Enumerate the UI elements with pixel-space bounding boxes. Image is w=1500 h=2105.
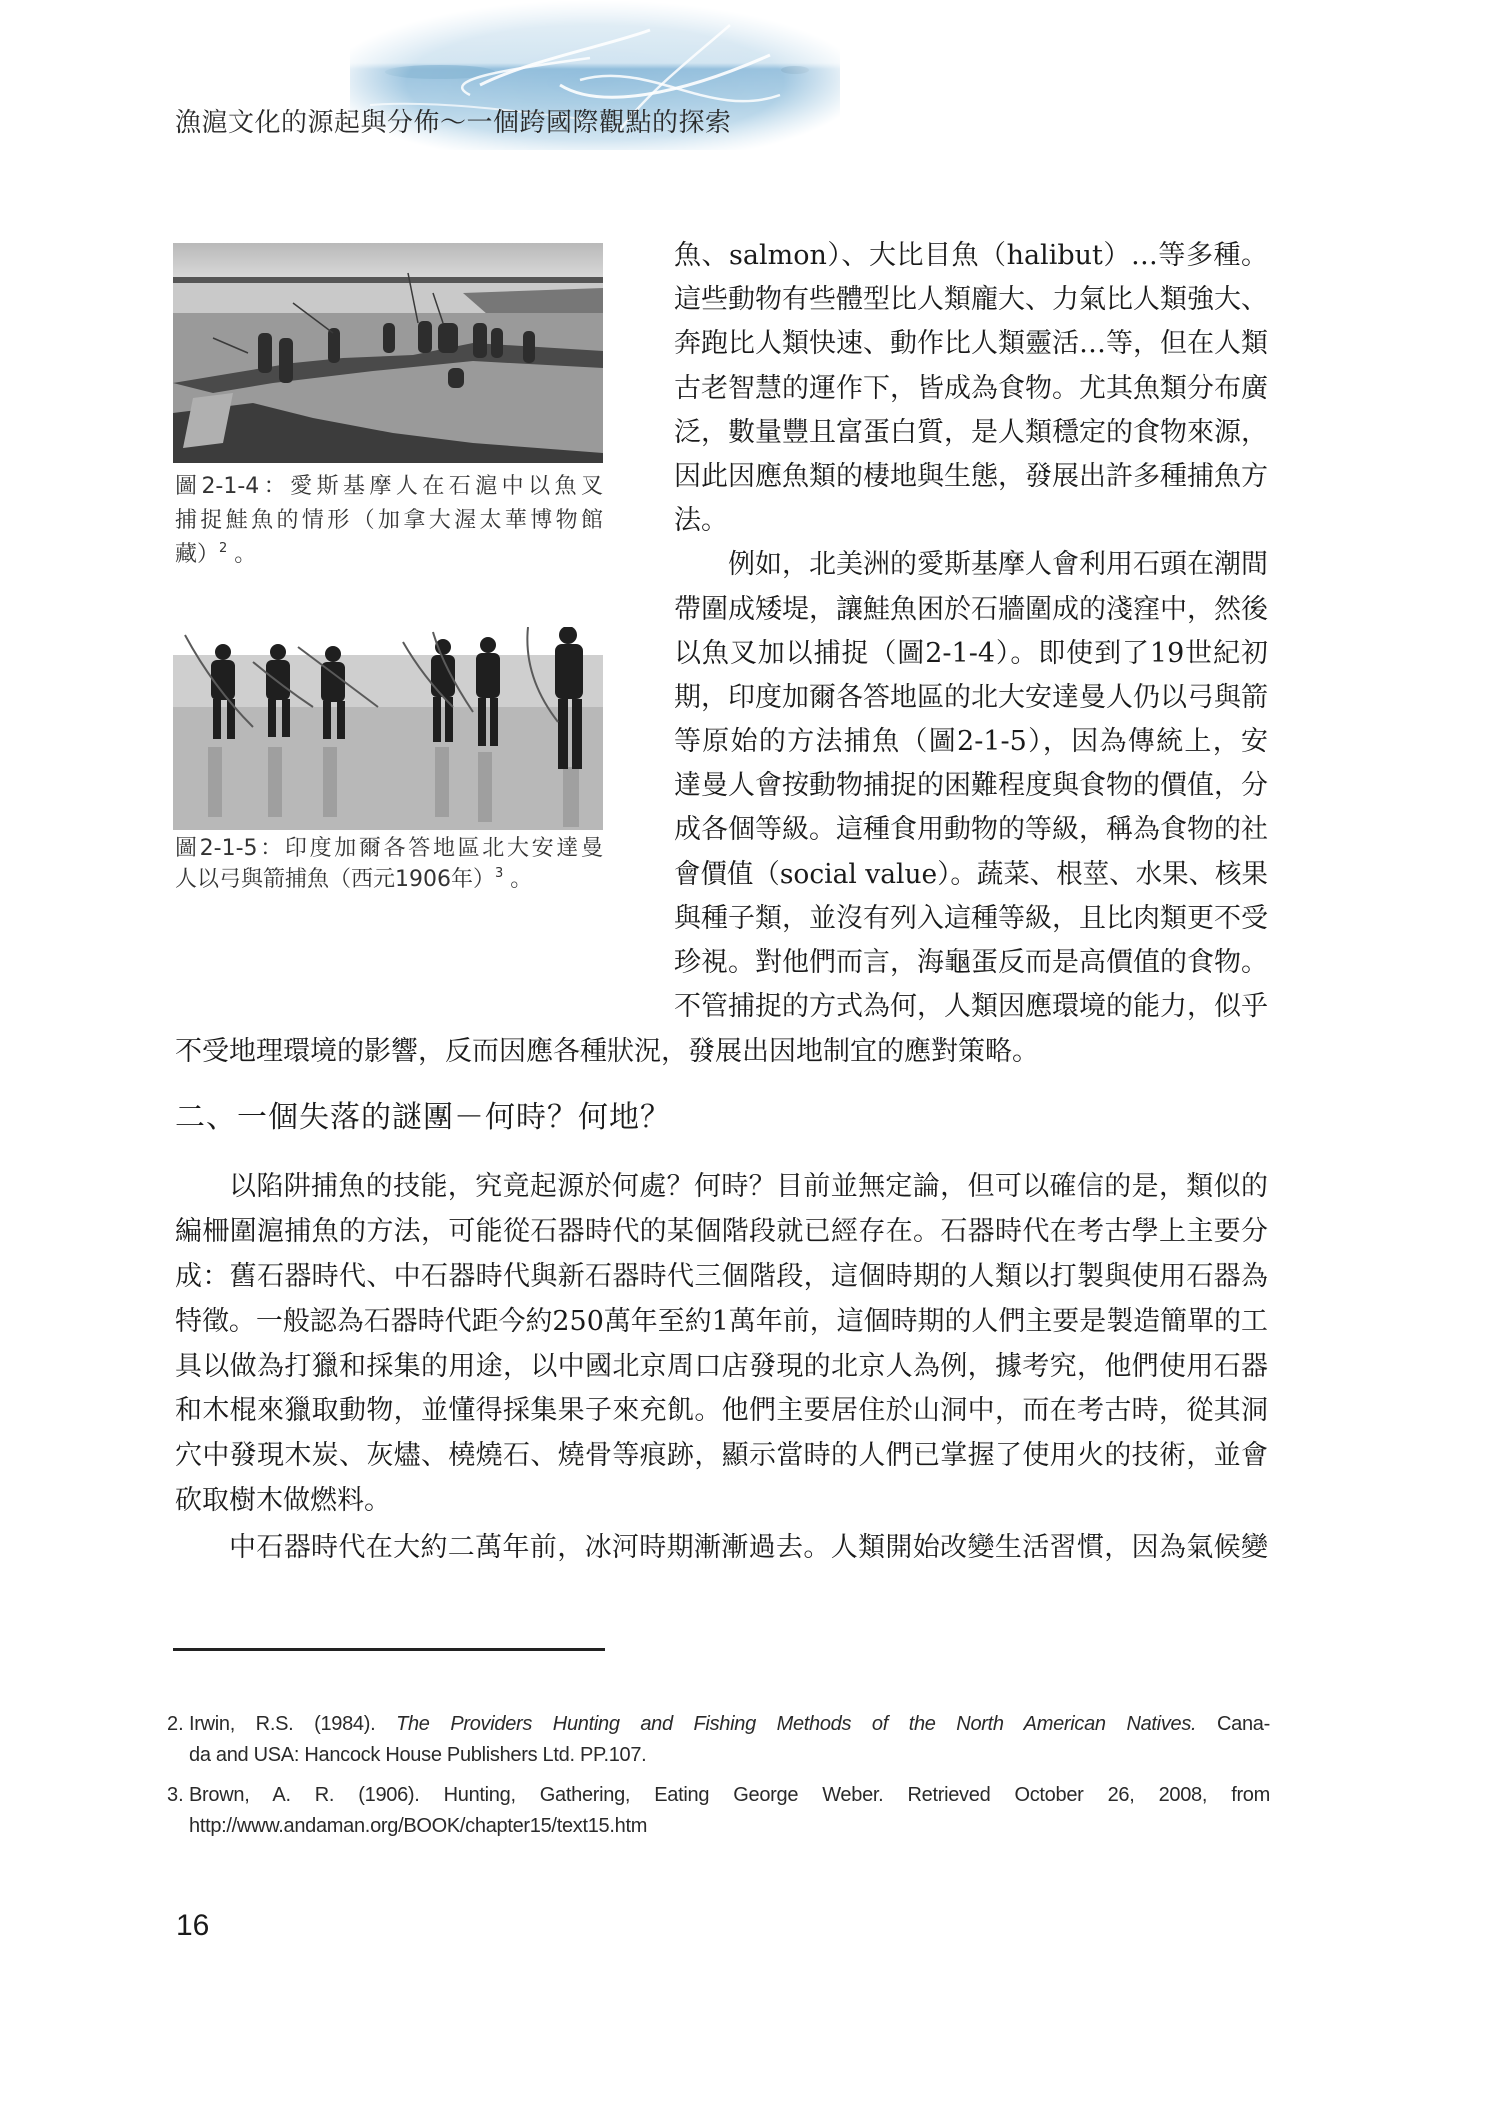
text-line: 因此因應魚類的棲地與生態，發展出許多種捕魚方 <box>674 460 1268 492</box>
text-line: 穴中發現木炭、灰燼、橈燒石、燒骨等痕跡，顯示當時的人們已掌握了使用火的技術，並會 <box>175 1440 1268 1472</box>
text-line: 以魚叉加以捕捉（圖2-1-4）。即使到了19世紀初 <box>674 637 1268 669</box>
text-line: 砍取樹木做燃料。 <box>175 1485 391 1517</box>
caption-line: 捕捉鮭魚的情形（加拿大渥太華博物館 <box>175 508 603 533</box>
text-line: 成：舊石器時代、中石器時代與新石器時代三個階段，這個時期的人類以打製與使用石器為 <box>175 1260 1268 1292</box>
footnote-line: Brown, A. R. (1906). Hunting, Gathering, Eating George Weber. Retrieved October 26, 2008, from <box>189 1784 1270 1806</box>
text-line: 特徵。一般認為石器時代距今約250萬年至約1萬年前，這個時期的人們主要是製造簡單的工 <box>175 1305 1268 1337</box>
section-heading: 二、一個失落的謎團－何時？何地？ <box>175 1100 671 1135</box>
eskimo-stone-weir-photo <box>173 243 603 463</box>
text-line: 編柵圍滬捕魚的方法，可能從石器時代的某個階段就已經存在。石器時代在考古學上主要分 <box>175 1215 1268 1247</box>
text-line: 等原始的方法捕魚（圖2-1-5），因為傳統上，安 <box>674 726 1268 758</box>
text-line: 中石器時代在大約二萬年前，冰河時期漸漸過去。人類開始改變生活習慣，因為氣候變 <box>229 1532 1268 1563</box>
caption-line <box>175 864 603 895</box>
text-line: 成各個等級。這種食用動物的等級，稱為食物的社 <box>674 814 1268 846</box>
right-column-text <box>674 234 1268 1029</box>
caption-line: 圖2-1-4：愛斯基摩人在石滬中以魚叉 <box>175 474 603 499</box>
text-line: 這些動物有些體型比人類龐大、力氣比人類強大、 <box>674 284 1268 316</box>
footnote-number: 3. <box>167 1784 184 1806</box>
footnote-line <box>189 1709 1270 1740</box>
text-line: 珍視。對他們而言，海龜蛋反而是高價值的食物。 <box>674 947 1268 978</box>
text-line: 達曼人會按動物捕捉的困難程度與食物的價值，分 <box>674 770 1268 802</box>
text-line: 和木棍來獵取動物，並懂得採集果子來充飢。他們主要居住於山洞中，而在考古時，從其洞 <box>175 1395 1268 1427</box>
page-number: 16 <box>176 1909 210 1942</box>
footnote-3 <box>167 1780 1270 1842</box>
footnote-divider <box>173 1648 605 1651</box>
footnote-title: The Providers Hunting and Fishing Methods of the North American Natives. <box>396 1713 1197 1735</box>
caption-punctuation: 。 <box>234 542 257 567</box>
text-line: 例如，北美洲的愛斯基摩人會利用石頭在潮間 <box>728 549 1268 581</box>
photo-image-icon <box>173 243 603 463</box>
text-line: 古老智慧的運作下，皆成為食物。尤其魚類分布廣 <box>674 372 1268 404</box>
text-line: 期，印度加爾各答地區的北大安達曼人仍以弓與箭 <box>674 681 1268 713</box>
text-line: 會價值（social value）。蔬菜、根莖、水果、核果 <box>674 858 1268 890</box>
text-line: 魚、salmon）、大比目魚（halibut）…等多種。 <box>674 240 1268 271</box>
text-line: 奔跑比人類快速、動作比人類靈活…等，但在人類 <box>674 328 1268 360</box>
footnote-reference[interactable]: 3 <box>495 866 504 881</box>
footnote-number: 2. <box>167 1713 184 1735</box>
caption-text: 藏） <box>175 542 220 567</box>
text-line: 不受地理環境的影響，反而因應各種狀況，發展出因地制宜的應對策略。 <box>175 1036 1039 1067</box>
footnote-author: Irwin, R.S. (1984). <box>189 1713 397 1735</box>
text-line: 法。 <box>674 505 728 537</box>
caption-line <box>175 538 603 572</box>
caption-text: 人以弓與箭捕魚（西元1906年） <box>175 867 495 892</box>
photo-image-icon <box>173 627 603 830</box>
section-paragraph <box>175 1525 1268 1570</box>
text-line: 具以做為打獵和採集的用途，以中國北京周口店發現的北京人為例，據考究，他們使用石器 <box>175 1350 1268 1382</box>
figure-caption-2-1-4 <box>175 470 603 572</box>
caption-line: 圖2-1-5：印度加爾各答地區北大安達曼 <box>175 836 603 861</box>
text-line: 不管捕捉的方式為何，人類因應環境的能力，似乎 <box>674 991 1268 1023</box>
running-title: 漁滬文化的源起與分佈～一個跨國際觀點的探索 <box>175 108 732 138</box>
figure-caption-2-1-5 <box>175 833 603 895</box>
continuation-text <box>175 1030 1268 1074</box>
caption-punctuation: 。 <box>510 867 533 892</box>
section-paragraph <box>175 1165 1268 1524</box>
text-line: 帶圍成矮堤，讓鮭魚困於石牆圍成的淺窪中，然後 <box>674 593 1268 625</box>
text-line: 與種子類，並沒有列入這種等級，且比肉類更不受 <box>674 902 1268 934</box>
footnote-2 <box>167 1709 1270 1771</box>
footnote-reference[interactable]: 2 <box>219 541 228 556</box>
footnote-url[interactable]: http://www.andaman.org/BOOK/chapter15/text15.htm <box>189 1815 648 1837</box>
footnote-line: da and USA: Hancock House Publishers Ltd. PP.107. <box>189 1744 647 1766</box>
andaman-archers-photo <box>173 627 603 830</box>
footnote-text: Cana- <box>1196 1713 1270 1735</box>
text-line: 以陷阱捕魚的技能，究竟起源於何處？何時？目前並無定論，但可以確信的是，類似的 <box>229 1171 1268 1202</box>
text-line: 泛，數量豐且富蛋白質，是人類穩定的食物來源， <box>674 416 1268 448</box>
